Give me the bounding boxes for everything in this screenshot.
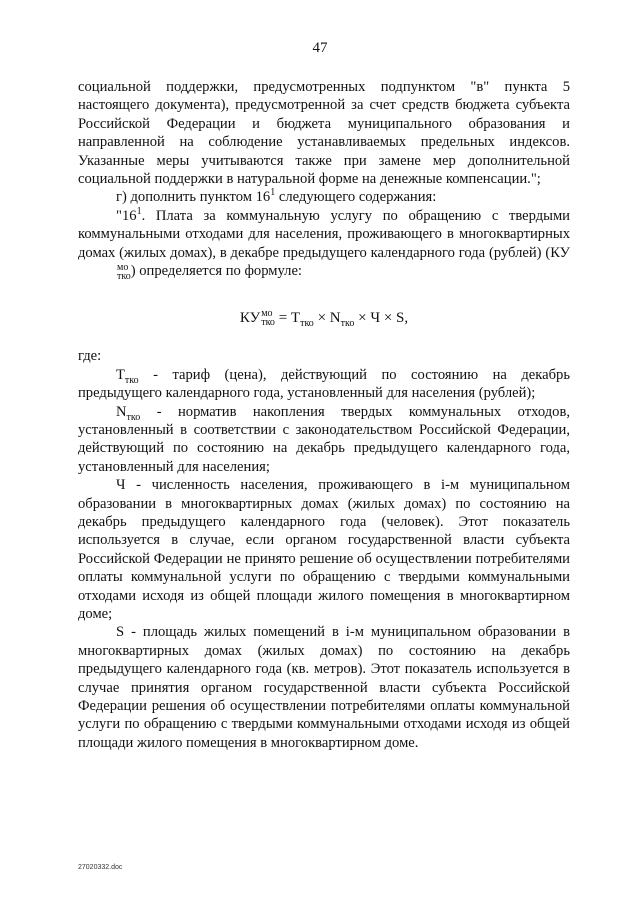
formula-t-subscript: тко <box>300 317 314 329</box>
formula-n: N <box>329 309 341 326</box>
definition-tariff <box>78 366 570 403</box>
norm-subscript: тко <box>126 411 141 423</box>
tariff-subscript: тко <box>124 374 139 386</box>
formula-n-subscript: тко <box>340 317 355 329</box>
tariff-symbol: Т <box>116 366 125 383</box>
point-16-1-text-end: ) определяется по формуле: <box>130 263 302 280</box>
ku-superscript: мо <box>117 261 129 273</box>
point-16-1-superscript: 1 <box>136 205 142 217</box>
where-label: где: <box>78 348 102 365</box>
definition-norm <box>78 403 570 477</box>
paragraph-point-16-1 <box>78 207 570 281</box>
norm-symbol: N <box>116 403 127 420</box>
ku-indices <box>79 263 131 281</box>
ku-subscript: тко <box>117 270 131 282</box>
formula-ku-indices <box>261 309 275 327</box>
document-body <box>78 78 570 752</box>
file-name-footer: 27020332.doc <box>78 864 123 871</box>
formula <box>78 309 570 328</box>
formula-t: Т <box>290 309 301 326</box>
tariff-text: - тариф (цена), действующий по состоянию на декабрь предыдущего календарного года, установленный для населения (рублей); <box>78 366 570 402</box>
formula-ku-subscript: тко <box>261 317 275 329</box>
paragraph-social-support: социальной поддержки, предусмотренных подпунктом "в" пункта 5 настоящего документа), предусмотренной за счет средств бюджета субъекта Российской Федерации и бюджета муниципального образования и направленной на соблюдение устанавливаемых предельных индексов. Указанные меры учитываются также при замене мер дополнительной социальной поддержки в натуральной форме на денежные компенсации."; <box>78 79 570 188</box>
definition-area: S - площадь жилых помещений в i-м муниципальном образовании в многоквартирных домах (жилых домах) по состоянию на декабрь предыдущего календарного года (кв. метров). Этот показатель используется в случае принятия органом государственной власти субъекта Российской Федерации решения об осуществлении потребителями оплаты коммунальной услуги по обращению с твердыми коммунальными отходами исходя из общей площади жилого помещения в многоквартирном доме. <box>78 624 570 751</box>
formula-ku: КУ <box>239 309 261 326</box>
formula-ku-superscript: мо <box>261 308 273 320</box>
amendment-g-text-end: следующего содержания: <box>275 189 437 206</box>
formula-equals: = <box>274 309 291 326</box>
definition-population: Ч - численность населения, проживающего в i-м муниципальном образовании в многоквартирных домах (жилых домах) по состоянию на декабрь предыдущего календарного года (человек). Этот показатель используется в случае, если органом государственной власти субъекта Российской Федерации не принято решение об осуществлении потребителями оплаты коммунальной услуги по обращению с твердыми коммунальными отходами исходя из общей площади жилого помещения в многоквартирном доме; <box>78 477 570 622</box>
formula-tail: × Ч × S, <box>354 309 409 326</box>
norm-text: - норматив накопления твердых коммунальных отходов, установленный в соответствии с законодательством Российской Федерации, действующий по состоянию на декабрь предыдущего календарного года, установленный для населения; <box>78 403 570 475</box>
paragraph-amendment-g <box>78 188 570 206</box>
point-16-1-text: . Плата за коммунальную услугу по обращению с твердыми коммунальными отходами для населения, проживающего в многоквартирных домах (жилых домах), в декабре предыдущего календарного года (рублей) (КУ <box>78 207 570 261</box>
amendment-g-text: г) дополнить пунктом 16 <box>116 189 271 206</box>
page-number: 47 <box>312 40 328 56</box>
amendment-g-superscript: 1 <box>270 187 276 199</box>
point-16-1-number: "16 <box>116 207 137 224</box>
formula-times: × <box>313 309 330 326</box>
